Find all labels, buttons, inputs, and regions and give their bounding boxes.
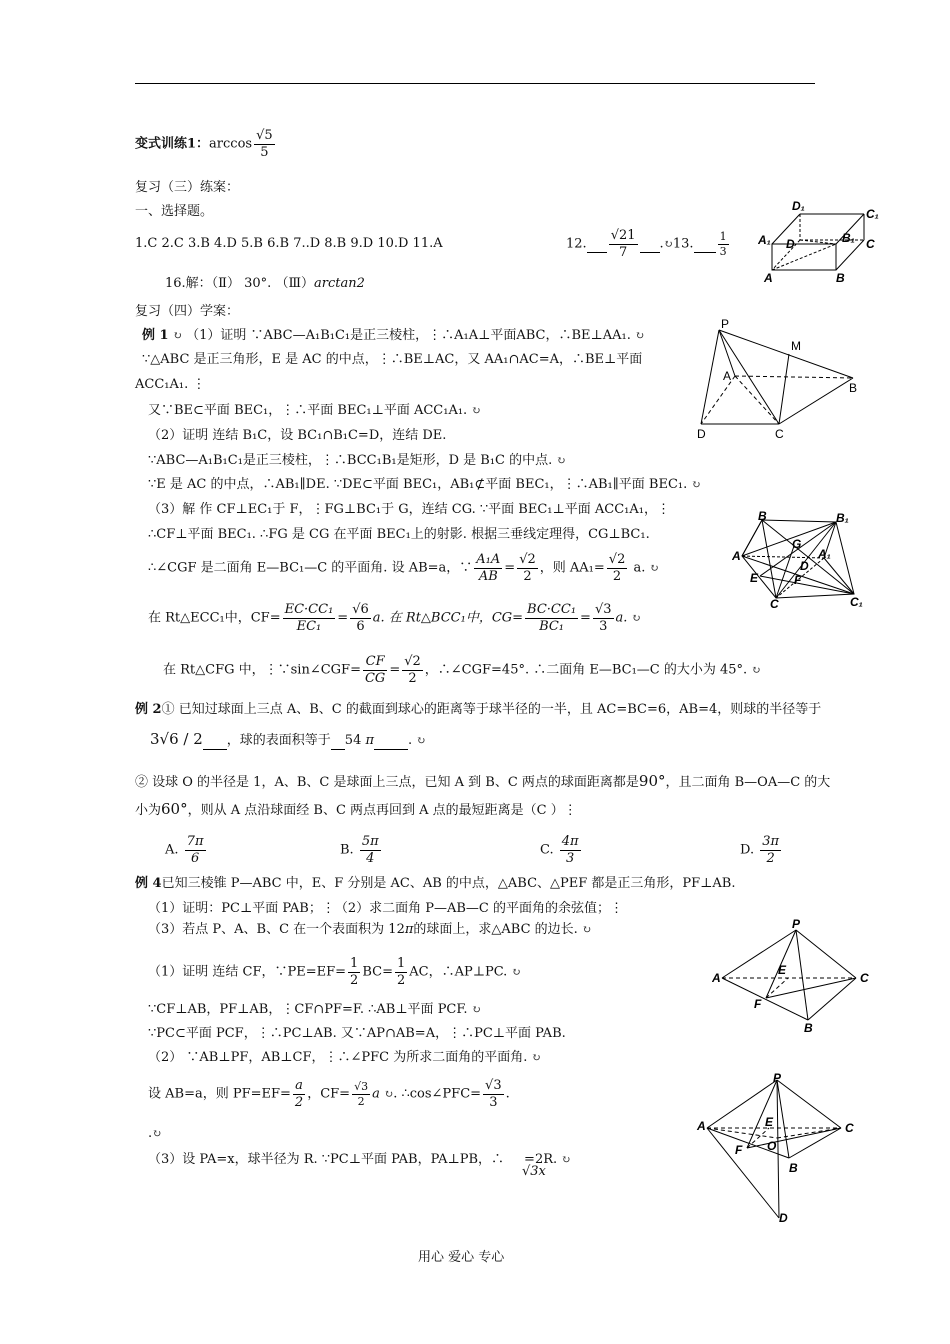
fig4-label-b: B (804, 1021, 813, 1035)
ex1-line1: 例 1 ↻ （1）证明 ∵ABC—A₁B₁C₁是正三棱柱，⋮∴A₁A⊥平面ABC，∴BE⊥AA₁. ↻ (142, 328, 645, 343)
fig3-label-e: E (750, 571, 759, 585)
fig1-label-a1: A₁ (758, 233, 771, 247)
fig1-label-b1: B₁ (842, 231, 855, 245)
fig4-label-f: F (754, 997, 762, 1011)
ex2-optB: B. $\frac{5\pi}{4}$ (340, 834, 379, 866)
fig3-label-g: G (792, 537, 802, 551)
fig5-label-d: D (779, 1211, 788, 1225)
ex2-line4: 小为60°，则从 A 点沿球面经 B、C 两点再回到 A 点的最短距离是（C ）⋮ (135, 800, 577, 818)
fig5-label-e: E (765, 1115, 774, 1129)
fig2-label-m: M (791, 339, 801, 353)
fig5-label-b: B (789, 1161, 798, 1175)
fig3-label-f: F (794, 573, 802, 587)
ex4-line9: .↻ (148, 1126, 162, 1141)
ex4-line7: （2） ∵AB⊥PF，AB⊥CF，⋮∴∠PFC 为所求二面角的平面角. ↻ (148, 1050, 541, 1065)
ex2-line3: ② 设球 O 的半径是 1，A、B、C 是球面上三点，已知 A 到 B、C 两点的球面距离都是90°，且二面角 B—OA—C 的大 (135, 772, 831, 790)
pyramid1-figure (695, 316, 865, 446)
fig1-label-d: D (786, 237, 795, 251)
fig1-label-d1: D₁ (792, 199, 805, 213)
ex1-line5: （2）证明 连结 B₁C，设 BC₁∩B₁C=D，连结 DE. (148, 428, 447, 443)
fig3-label-b1: B₁ (836, 511, 849, 525)
fig5-label-a: A (697, 1119, 706, 1133)
fig1-label-a: A (764, 271, 773, 285)
header-rule (135, 83, 815, 84)
pyramid3-figure (695, 1072, 865, 1226)
fig4-label-c: C (860, 971, 869, 985)
ex1-line2: ∵△ABC 是正三角形，E 是 AC 的中点，⋮∴BE⊥AC，又 AA₁∩AC=A，∴BE⊥平面 (142, 352, 643, 367)
ex1-line6: ∵ABC—A₁B₁C₁是正三棱柱，⋮∴BCC₁B₁是矩形，D 是 B₁C 的中点. ↻ (148, 453, 566, 468)
fig4-label-a: A (712, 971, 721, 985)
fig3-label-c1: C₁ (850, 595, 863, 609)
prism2-figure (732, 510, 868, 610)
ex1-line7: ∵E 是 AC 的中点，∴AB₁∥DE. ∵DE⊂平面 BEC₁，AB₁⊄平面 BEC₁，⋮∴AB₁∥平面 BEC₁. ↻ (148, 477, 701, 492)
fig2-label-b: B (849, 381, 858, 395)
fig5-label-o: O (767, 1139, 777, 1153)
review3-section: 一、选择题。 (135, 204, 214, 219)
ex4-line6: ∵PC⊂平面 PCF，⋮∴PC⊥AB. 又∵AP∩AB=A，⋮∴PC⊥平面 PAB. (148, 1026, 566, 1041)
ex4-line3: （3）若点 P、A、B、C 在一个表面积为 12π的球面上，求△ABC 的边长. ↻ (148, 922, 592, 937)
fig1-label-b: B (836, 271, 845, 285)
ex1-line11: 在 Rt△ECC₁中，CF= $\frac{\text{EC·CC₁}}{\text{EC₁}}$ = $\frac{√6}{6}$ a. 在 Rt△BCC₁中，CG= $\frac{\text{BC·CC₁}}{\text{BC₁}}$ = $\frac{√3}{3}$ a. ↻ (148, 602, 641, 634)
answers-q12: 12. $\frac{√21}{7}$ .↻13. $\frac{1}{3}$ (566, 228, 727, 260)
fig4-label-e: E (778, 963, 787, 977)
variant-expr: arccos (209, 136, 253, 152)
ex2-optD: D. $\frac{3\pi}{2}$ (740, 834, 780, 866)
answers-q16: 16.解：（Ⅱ） 30°. （Ⅲ）arctan2 (165, 276, 365, 291)
variant-line (135, 128, 277, 160)
ex4-line5: ∵CF⊥AB，PF⊥AB，⋮CF∩PF=F. ∴AB⊥平面 PCF. ↻ (148, 1002, 481, 1017)
ex4-line10: （3）设 PA=x，球半径为 R. ∵PC⊥平面 PAB，PA⊥PB，∴ =2R. ↻ (148, 1152, 571, 1167)
ex4-line1: 例 4已知三棱锥 P—ABC 中，E、F 分别是 AC、AB 的中点，△ABC、△PEF 都是正三角形，PF⊥AB. (135, 876, 736, 891)
ex1-line3: ACC₁A₁. ⋮ (135, 377, 206, 392)
fig2-label-p: P (721, 317, 730, 331)
fig1-label-c1: C₁ (866, 207, 879, 221)
ex4-line4: （1）证明 连结 CF，∵PE=EF= $\frac{1}{2}$ BC= $\frac{1}{2}$ AC，∴AP⊥PC. ↻ (148, 956, 521, 988)
ex1-line9: ∴CF⊥平面 BEC₁. ∴FG 是 CG 在平面 BEC₁上的射影. 根据三垂线定理得，CG⊥BC₁. (148, 527, 650, 542)
fig1-label-c: C (866, 237, 875, 251)
fig2-label-c: C (775, 427, 784, 441)
ex1-line10: ∴∠CGF 是二面角 E—BC₁—C 的平面角. 设 AB=a，∵ $\frac{\text{A₁A}}{AB}$ = $\frac{√2}{2}$ ，则 AA₁= $\frac{√2}{2}$ a. ↻ (148, 552, 659, 584)
ex4-line8: 设 AB=a，则 PF=EF= $\frac{a}{2}$ ，CF= $\frac{√3}{2}$ a ↻. ∴cos∠PFC= $\frac{√3}{3}$ . (148, 1078, 510, 1110)
variant-frac: $\frac{√5}{5}$ (256, 128, 273, 160)
fig3-label-d: D (800, 559, 809, 573)
ex4-sqrt3x: √3x (522, 1164, 546, 1179)
fig3-label-c: C (770, 597, 779, 610)
fig5-label-c: C (845, 1121, 854, 1135)
ex1-line12: 在 Rt△CFG 中，⋮∵sin∠CGF= $\frac{CF}{CG}$ = $\frac{√2}{2}$ ，∴∠CGF=45°. ∴二面角 E—BC₁—C 的大小为 45°. ↻ (163, 654, 761, 686)
fig2-label-a: A (723, 369, 732, 383)
ex4-line2: （1）证明：PC⊥平面 PAB；⋮（2）求二面角 P—AB—C 的平面角的余弦值；⋮ (148, 901, 623, 916)
ex1-line4: 又∵BE⊂平面 BEC₁，⋮∴平面 BEC₁⊥平面 ACC₁A₁. ↻ (148, 403, 481, 418)
review3-title: 复习（三）练案： (135, 180, 240, 195)
prism-figure (758, 198, 882, 286)
ex1-line8: （3）解 作 CF⊥EC₁于 F，⋮FG⊥BC₁于 G，连结 CG. ∵平面 BEC₁⊥平面 ACC₁A₁，⋮ (148, 502, 670, 517)
fig3-label-b: B (758, 510, 767, 523)
fig2-label-d: D (697, 427, 706, 441)
ex2-optA: A. $\frac{7\pi}{6}$ (165, 834, 204, 866)
footer-text: 用心 爱心 专心 (418, 1250, 505, 1265)
fig5-label-f: F (735, 1143, 743, 1157)
fig3-label-a1: A₁ (818, 547, 831, 561)
answers-list: 1.C 2.C 3.B 4.D 5.B 6.B 7..D 8.B 9.D 10.D 11.A (135, 236, 443, 251)
ex2-optC: C. $\frac{4\pi}{3}$ (540, 834, 579, 866)
fig5-label-p: P (773, 1072, 782, 1085)
pyramid2-figure (712, 916, 882, 1036)
variant-label: 变式训练1： (135, 136, 210, 152)
ex2-line1: 例 2① 已知过球面上三点 A、B、C 的截面到球心的距离等于球半径的一半，且 AC=BC=6，AB=4，则球的半径等于 (135, 702, 822, 717)
ex2-line2: 3√6 / 2 ，球的表面积等于 54 π . ↻ (150, 730, 426, 748)
fig3-label-a: A (732, 549, 741, 563)
review4-title: 复习（四）学案： (135, 304, 240, 319)
fig4-label-p: P (792, 917, 801, 931)
